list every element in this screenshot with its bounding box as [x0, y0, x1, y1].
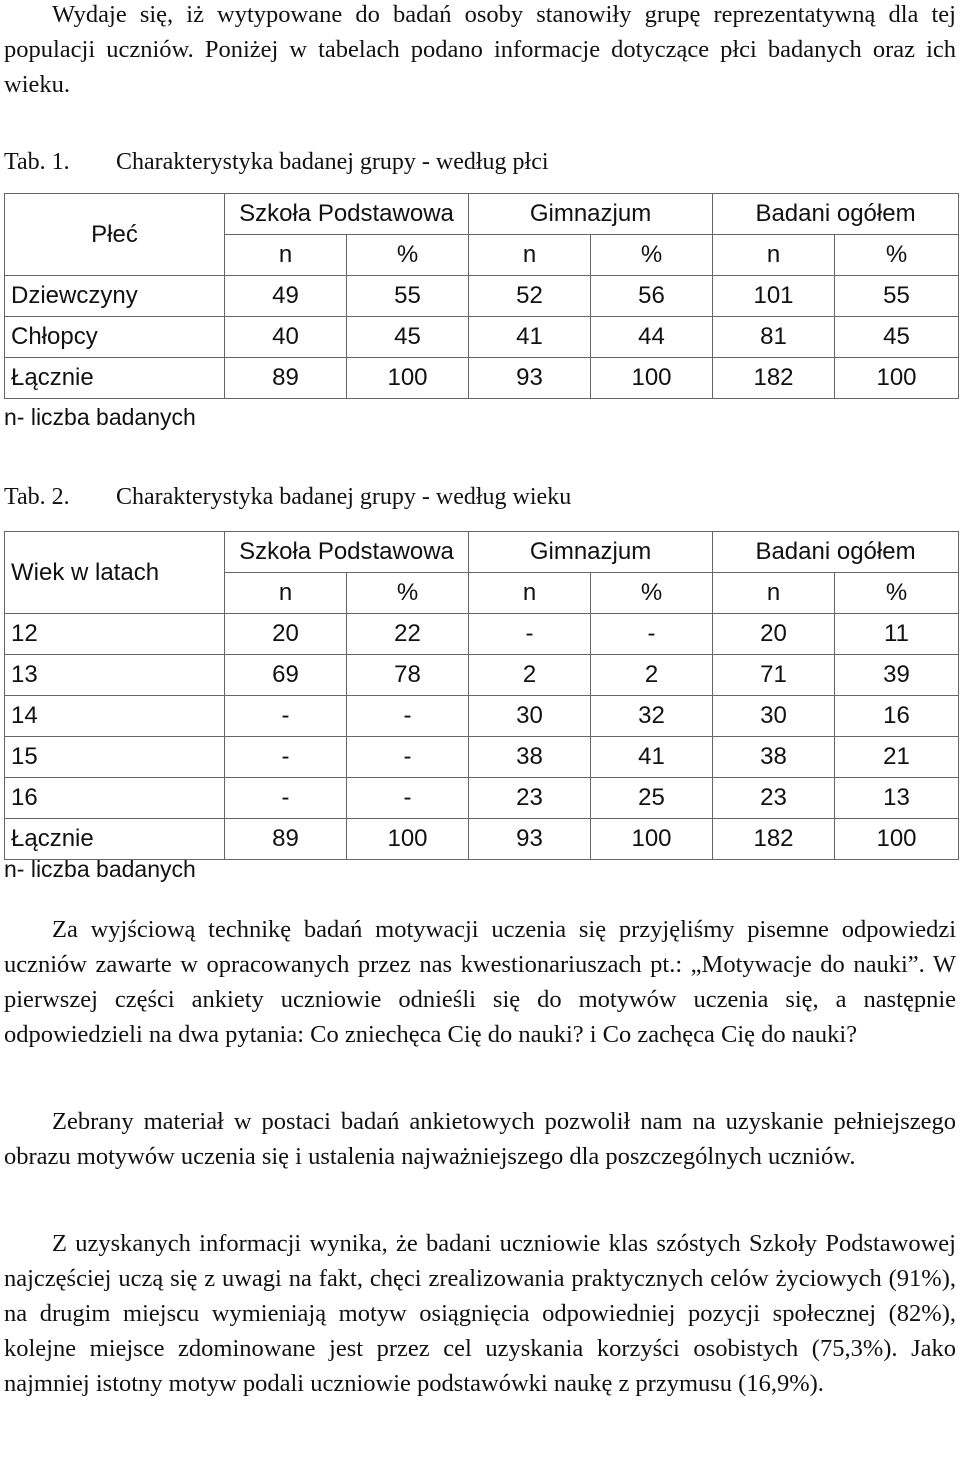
row-label: 13 — [5, 655, 225, 696]
table-row — [5, 614, 959, 655]
table-cell: 93 — [469, 819, 591, 860]
table2-subheader: % — [347, 573, 469, 614]
table-row — [5, 358, 959, 399]
table-cell: 44 — [591, 317, 713, 358]
table-cell: 39 — [835, 655, 959, 696]
table-cell: 25 — [591, 778, 713, 819]
table1 — [4, 193, 959, 399]
body-paragraph-text: Zebrany materiał w postaci badań ankietowych pozwolił nam na uzyskanie pełniejszego obrazu motywów uczenia się i ustalenia najważniejszego dla poszczególnych uczniów. — [4, 1108, 956, 1170]
table1-group-header: Szkoła Podstawowa — [225, 194, 469, 235]
table-row — [5, 655, 959, 696]
table-cell: 20 — [225, 614, 347, 655]
table-cell: 55 — [347, 276, 469, 317]
table-cell: 182 — [713, 819, 835, 860]
table1-subheader: n — [225, 235, 347, 276]
table2-group-header: Badani ogółem — [713, 532, 959, 573]
row-label: Łącznie — [5, 358, 225, 399]
table-cell: 23 — [713, 778, 835, 819]
table2-row-header: Wiek w latach — [5, 532, 225, 614]
table2-subheader: n — [713, 573, 835, 614]
row-label: 14 — [5, 696, 225, 737]
table-cell: 89 — [225, 819, 347, 860]
table-cell: 100 — [835, 358, 959, 399]
table-cell: 30 — [469, 696, 591, 737]
table-cell: 38 — [713, 737, 835, 778]
table-cell: 13 — [835, 778, 959, 819]
intro-text: Wydaje się, iż wytypowane do badań osoby stanowiły grupę reprezentatywną dla tej populacji uczniów. Poniżej w tabelach podano informacje dotyczące płci badanych oraz ich wieku. — [4, 1, 956, 98]
table1-subheader: % — [591, 235, 713, 276]
table-cell: - — [347, 778, 469, 819]
table-cell: 22 — [347, 614, 469, 655]
table2 — [4, 531, 959, 860]
row-label: Chłopcy — [5, 317, 225, 358]
table-cell: 2 — [591, 655, 713, 696]
table-cell: 100 — [347, 358, 469, 399]
table-cell: 23 — [469, 778, 591, 819]
table1-group-header: Gimnazjum — [469, 194, 713, 235]
table-cell: 71 — [713, 655, 835, 696]
table1-subheader: n — [469, 235, 591, 276]
table-cell: 55 — [835, 276, 959, 317]
table-cell: 49 — [225, 276, 347, 317]
table-cell: 81 — [713, 317, 835, 358]
table-row — [5, 696, 959, 737]
table2-label: Tab. 2. — [4, 484, 70, 510]
table-cell: - — [225, 696, 347, 737]
table-cell: 56 — [591, 276, 713, 317]
table1-subheader: % — [347, 235, 469, 276]
body-paragraph-text: Z uzyskanych informacji wynika, że badani uczniowie klas szóstych Szkoły Podstawowej najczęściej uczą się z uwagi na fakt, chęci zrealizowania praktycznych celów życiowych (91%), na drugim miejscu wymieniają motyw osiągnięcia odpowiedniej pozycji społecznej (82%), kolejne miejsce zdominowane jest przez cel uzyskania korzyści osobistych (75,3%). Jako najmniej istotny motyw podali uczniowie podstawówki naukę z przymusu (16,9%). — [4, 1230, 956, 1397]
row-label: 12 — [5, 614, 225, 655]
table-cell: 100 — [591, 358, 713, 399]
table-row — [5, 737, 959, 778]
table-cell: 101 — [713, 276, 835, 317]
table1-row-header: Płeć — [5, 194, 225, 276]
table-cell: - — [347, 696, 469, 737]
table2-group-header: Gimnazjum — [469, 532, 713, 573]
table-cell: 93 — [469, 358, 591, 399]
table-cell: 41 — [591, 737, 713, 778]
table-row — [5, 276, 959, 317]
table-cell: 11 — [835, 614, 959, 655]
table-row — [5, 778, 959, 819]
table-cell: 100 — [591, 819, 713, 860]
table2-group-header: Szkoła Podstawowa — [225, 532, 469, 573]
table2-subheader: n — [225, 573, 347, 614]
table-cell: 78 — [347, 655, 469, 696]
body-paragraph — [4, 1226, 956, 1401]
table-cell: 30 — [713, 696, 835, 737]
body-paragraph-text: Za wyjściową technikę badań motywacji uczenia się przyjęliśmy pisemne odpowiedzi uczniów zawarte w opracowanych przez nas kwestionariuszach pt.: „Motywacje do nauki”. W pierwszej części ankiety uczniowie odnieśli się do motywów uczenia się, a następnie odpowiedzieli na dwa pytania: Co zniechęca Cię do nauki? i Co zachęca Cię do nauki? — [4, 916, 956, 1048]
table-cell: - — [469, 614, 591, 655]
row-label: 15 — [5, 737, 225, 778]
table-cell: 52 — [469, 276, 591, 317]
table-cell: - — [347, 737, 469, 778]
table-cell: 16 — [835, 696, 959, 737]
body-paragraph — [4, 912, 956, 1052]
table-cell: 20 — [713, 614, 835, 655]
table-cell: 41 — [469, 317, 591, 358]
table1-label: Tab. 1. — [4, 149, 70, 175]
table2-caption: Charakterystyka badanej grupy - według wieku — [116, 484, 572, 510]
table-cell: 38 — [469, 737, 591, 778]
table-cell: 69 — [225, 655, 347, 696]
table-cell: 2 — [469, 655, 591, 696]
table-cell: 100 — [347, 819, 469, 860]
table-cell: 45 — [347, 317, 469, 358]
table-cell: - — [225, 778, 347, 819]
table-cell: 182 — [713, 358, 835, 399]
body-paragraph — [4, 1104, 956, 1174]
table1-caption: Charakterystyka badanej grupy - według płci — [116, 149, 549, 175]
table-row — [5, 317, 959, 358]
table-cell: 32 — [591, 696, 713, 737]
table1-header-row — [5, 194, 959, 235]
table-cell: 40 — [225, 317, 347, 358]
row-label: Łącznie — [5, 819, 225, 860]
table-cell: 89 — [225, 358, 347, 399]
table2-header-row — [5, 532, 959, 573]
table-cell: 21 — [835, 737, 959, 778]
table1-subheader: n — [713, 235, 835, 276]
table2-subheader: % — [591, 573, 713, 614]
table-cell: 45 — [835, 317, 959, 358]
table-cell: - — [591, 614, 713, 655]
row-label: Dziewczyny — [5, 276, 225, 317]
intro-paragraph — [4, 0, 956, 102]
table1-note: n- liczba badanych — [4, 404, 196, 430]
table2-note: n- liczba badanych — [4, 856, 196, 882]
row-label: 16 — [5, 778, 225, 819]
table1-group-header: Badani ogółem — [713, 194, 959, 235]
table2-subheader: % — [835, 573, 959, 614]
table1-subheader: % — [835, 235, 959, 276]
table-row — [5, 819, 959, 860]
table-cell: 100 — [835, 819, 959, 860]
table2-subheader: n — [469, 573, 591, 614]
table-cell: - — [225, 737, 347, 778]
